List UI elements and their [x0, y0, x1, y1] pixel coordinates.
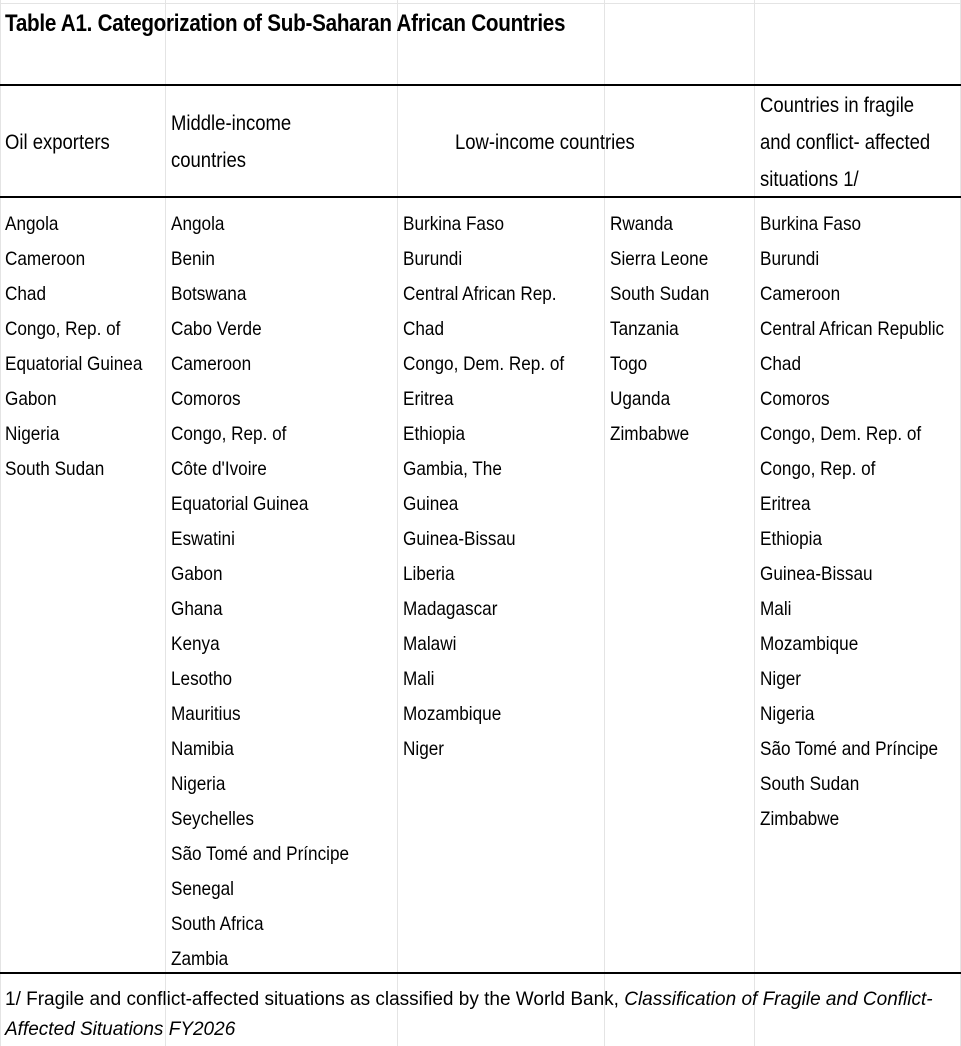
- country-item: Rwanda: [610, 213, 673, 235]
- country-item: Congo, Rep. of: [5, 318, 121, 340]
- header-fragile-line3: situations 1/: [760, 168, 859, 191]
- oil-exporters-list: [5, 207, 161, 487]
- country-item: Mozambique: [760, 633, 859, 655]
- country-item: Cameroon: [171, 353, 252, 375]
- country-item: Niger: [760, 668, 802, 690]
- country-item: Guinea: [403, 493, 459, 515]
- country-item: Nigeria: [760, 703, 815, 725]
- country-item: Cabo Verde: [171, 318, 262, 340]
- country-item: Mali: [760, 598, 792, 620]
- country-item: Gabon: [5, 388, 57, 410]
- country-item: South Sudan: [610, 283, 710, 305]
- header-middle-income: [171, 105, 291, 179]
- country-item: Kenya: [171, 633, 220, 655]
- country-item: Sierra Leone: [610, 248, 709, 270]
- country-item: Zimbabwe: [760, 808, 840, 830]
- country-item: Gabon: [171, 563, 223, 585]
- country-item: Chad: [760, 353, 802, 375]
- country-item: Eritrea: [403, 388, 454, 410]
- country-item: Ethiopia: [403, 423, 466, 445]
- gridline: [397, 0, 398, 1046]
- country-item: Eswatini: [171, 528, 235, 550]
- country-item: Equatorial Guinea: [171, 493, 309, 515]
- country-item: Burkina Faso: [760, 213, 862, 235]
- gridline: [0, 3, 961, 4]
- gridline: [0, 0, 1, 1046]
- country-item: South Africa: [171, 913, 264, 935]
- country-item: Congo, Rep. of: [760, 458, 876, 480]
- low-income-list-a: [403, 207, 586, 767]
- header-fragile-line2: and conflict- affected: [760, 131, 931, 154]
- country-item: Lesotho: [171, 668, 233, 690]
- country-item: Zambia: [171, 948, 229, 970]
- country-item: Uganda: [610, 388, 671, 410]
- country-item: Guinea-Bissau: [760, 563, 873, 585]
- country-item: Comoros: [171, 388, 241, 410]
- country-item: Nigeria: [5, 423, 60, 445]
- country-item: Liberia: [403, 563, 455, 585]
- country-item: Seychelles: [171, 808, 254, 830]
- country-item: Togo: [610, 353, 648, 375]
- country-item: Congo, Dem. Rep. of: [760, 423, 922, 445]
- table-bottom-rule: [0, 972, 961, 974]
- country-item: Ghana: [171, 598, 223, 620]
- header-fragile: [760, 87, 930, 198]
- country-item: South Sudan: [5, 458, 105, 480]
- country-item: Congo, Dem. Rep. of: [403, 353, 565, 375]
- header-fragile-line1: Countries in fragile: [760, 94, 915, 117]
- country-item: Central African Rep.: [403, 283, 557, 305]
- country-item: Namibia: [171, 738, 234, 760]
- country-item: Chad: [403, 318, 445, 340]
- country-item: Mauritius: [171, 703, 241, 725]
- fragile-list: [760, 207, 961, 837]
- country-item: Cameroon: [760, 283, 841, 305]
- country-item: Burundi: [760, 248, 820, 270]
- country-item: Burundi: [403, 248, 463, 270]
- middle-income-list: [171, 207, 373, 977]
- country-item: Botswana: [171, 283, 247, 305]
- country-item: São Tomé and Príncipe: [760, 738, 939, 760]
- country-item: Malawi: [403, 633, 457, 655]
- country-item: Burkina Faso: [403, 213, 505, 235]
- header-oil-exporters: Oil exporters: [5, 131, 110, 154]
- country-item: Benin: [171, 248, 215, 270]
- country-item: Madagascar: [403, 598, 498, 620]
- country-item: Niger: [403, 738, 445, 760]
- header-middle-line2: countries: [171, 149, 246, 172]
- country-item: Mozambique: [403, 703, 502, 725]
- country-item: Equatorial Guinea: [5, 353, 143, 375]
- country-item: Guinea-Bissau: [403, 528, 516, 550]
- footnote-source-title: Classification of Fragile and Conflict-Affected Situations FY2026: [5, 989, 933, 1040]
- header-low-income: Low-income countries: [455, 131, 635, 154]
- country-item: São Tomé and Príncipe: [171, 843, 350, 865]
- country-item: Gambia, The: [403, 458, 502, 480]
- footnote-text: 1/ Fragile and conflict-affected situations as classified by the World Bank,: [5, 989, 625, 1010]
- country-item: Eritrea: [760, 493, 811, 515]
- country-item: Congo, Rep. of: [171, 423, 287, 445]
- country-item: Côte d'Ivoire: [171, 458, 267, 480]
- country-item: Tanzania: [610, 318, 679, 340]
- country-item: South Sudan: [760, 773, 860, 795]
- gridline: [165, 0, 166, 1046]
- header-top-rule: [0, 84, 961, 86]
- country-item: Chad: [5, 283, 47, 305]
- footnote: [5, 985, 955, 1045]
- header-middle-line1: Middle-income: [171, 112, 292, 135]
- country-item: Zimbabwe: [610, 423, 690, 445]
- country-item: Central African Republic: [760, 318, 945, 340]
- country-item: Angola: [171, 213, 225, 235]
- country-item: Mali: [403, 668, 435, 690]
- low-income-list-b: [610, 207, 723, 452]
- gridline: [754, 0, 755, 1046]
- country-item: Ethiopia: [760, 528, 823, 550]
- country-item: Nigeria: [171, 773, 226, 795]
- country-item: Cameroon: [5, 248, 86, 270]
- country-item: Comoros: [760, 388, 830, 410]
- country-item: Angola: [5, 213, 59, 235]
- country-item: Senegal: [171, 878, 234, 900]
- table-title: Table A1. Categorization of Sub-Saharan African Countries: [5, 10, 566, 37]
